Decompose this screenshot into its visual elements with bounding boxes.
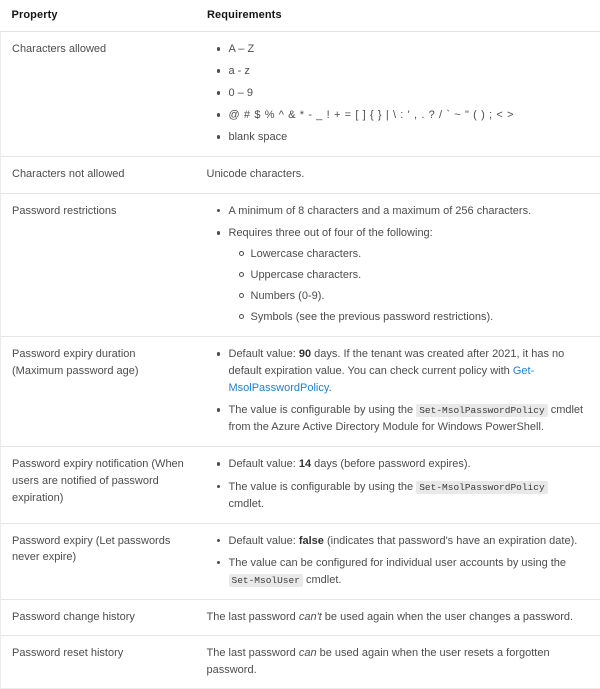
characters-not-allowed-text: Unicode characters.	[207, 166, 587, 183]
row-property-password-expiry-notification: Password expiry notification (When users are notified of password expiration)	[1, 447, 201, 523]
password-change-history-text	[207, 609, 587, 626]
default-value-number: 90	[299, 348, 311, 360]
table-row	[1, 523, 600, 599]
password-expiry-never-list	[207, 533, 587, 589]
row-property-password-restrictions: Password restrictions	[1, 193, 201, 336]
list-item	[229, 533, 587, 550]
list-item: a - z	[229, 63, 587, 80]
configurable-prefix: The value can be configured for individual user accounts by using the	[229, 557, 567, 569]
password-expiry-notification-list	[207, 456, 587, 512]
list-item	[229, 555, 587, 589]
table-row	[1, 193, 600, 336]
text-emphasis: can't	[299, 611, 322, 623]
row-property-characters-allowed: Characters allowed	[1, 32, 201, 157]
configurable-prefix: The value is configurable by using the	[229, 404, 417, 416]
password-restrictions-list	[207, 203, 587, 326]
list-item-label: Requires three out of four of the following:	[229, 227, 433, 239]
row-property-password-change-history: Password change history	[1, 599, 201, 636]
text-prefix: The last password	[207, 611, 299, 623]
sub-list-item: Lowercase characters.	[251, 246, 587, 263]
table-row	[1, 636, 600, 689]
default-value-suffix: days (before password expires).	[311, 458, 471, 470]
column-header-requirements: Requirements	[201, 0, 600, 32]
column-header-property: Property	[1, 0, 201, 32]
list-item	[229, 225, 587, 326]
row-requirements-characters-allowed	[201, 32, 600, 157]
table-row	[1, 337, 600, 447]
set-msolpasswordpolicy-code: Set-MsolPasswordPolicy	[416, 481, 547, 494]
text-suffix: be used again when the user resets a forgotten password.	[207, 647, 550, 676]
default-value-prefix: Default value:	[229, 348, 299, 360]
row-property-password-reset-history: Password reset history	[1, 636, 201, 689]
list-item	[229, 456, 587, 473]
list-item	[229, 346, 587, 397]
table-header-row	[1, 0, 600, 32]
configurable-suffix: cmdlet.	[303, 574, 342, 586]
text-suffix: be used again when the user changes a password.	[322, 611, 573, 623]
table-row	[1, 447, 600, 523]
password-restrictions-sublist	[229, 246, 587, 326]
set-msolpasswordpolicy-code: Set-MsolPasswordPolicy	[416, 404, 547, 417]
configurable-prefix: The value is configurable by using the	[229, 481, 417, 493]
default-value-prefix: Default value:	[229, 535, 299, 547]
get-msolpasswordpolicy-link[interactable]: Get-MsolPasswordPolicy	[229, 365, 535, 394]
text-emphasis: can	[299, 647, 317, 659]
row-property-password-expiry-duration: Password expiry duration (Maximum password age)	[1, 337, 201, 447]
sub-list-item: Numbers (0-9).	[251, 288, 587, 305]
table-row	[1, 157, 600, 194]
list-item: A minimum of 8 characters and a maximum of 256 characters.	[229, 203, 587, 220]
row-requirements-password-expiry-notification	[201, 447, 600, 523]
row-property-password-expiry-never: Password expiry (Let passwords never expire)	[1, 523, 201, 599]
password-reset-history-text	[207, 645, 587, 678]
configurable-suffix: cmdlet.	[229, 498, 264, 510]
default-value-prefix: Default value:	[229, 458, 299, 470]
list-item: A – Z	[229, 41, 587, 58]
default-value-text: days. If the tenant was created after 2021, it has no default expiration value. You can check current policy with	[229, 348, 565, 377]
row-property-characters-not-allowed: Characters not allowed	[1, 157, 201, 194]
password-expiry-duration-list	[207, 346, 587, 436]
row-requirements-characters-not-allowed	[201, 157, 600, 194]
row-requirements-password-expiry-never	[201, 523, 600, 599]
characters-allowed-list	[207, 41, 587, 146]
table-header	[1, 0, 600, 32]
default-value-boolean: false	[299, 535, 324, 547]
table-row	[1, 32, 600, 157]
list-item-special-characters: @ # $ % ^ & * - _ ! + = [ ] { } | \ : ' , . ? / ` ~ " ( ) ; < >	[229, 107, 587, 124]
table-row	[1, 599, 600, 636]
list-item	[229, 402, 587, 436]
set-msoluser-code: Set-MsolUser	[229, 574, 303, 587]
table-body	[1, 32, 600, 689]
list-item: blank space	[229, 129, 587, 146]
list-item	[229, 479, 587, 513]
sub-list-item: Uppercase characters.	[251, 267, 587, 284]
sub-list-item: Symbols (see the previous password restrictions).	[251, 309, 587, 326]
row-requirements-password-reset-history	[201, 636, 600, 689]
default-value-number: 14	[299, 458, 311, 470]
text-prefix: The last password	[207, 647, 299, 659]
row-requirements-password-restrictions	[201, 193, 600, 336]
list-item: 0 – 9	[229, 85, 587, 102]
row-requirements-password-change-history	[201, 599, 600, 636]
default-value-suffix: (indicates that password's have an expiration date).	[324, 535, 577, 547]
default-value-suffix: .	[329, 382, 332, 394]
row-requirements-password-expiry-duration	[201, 337, 600, 447]
configurable-suffix: cmdlet from the Azure Active Directory Module for Windows PowerShell.	[229, 404, 584, 433]
